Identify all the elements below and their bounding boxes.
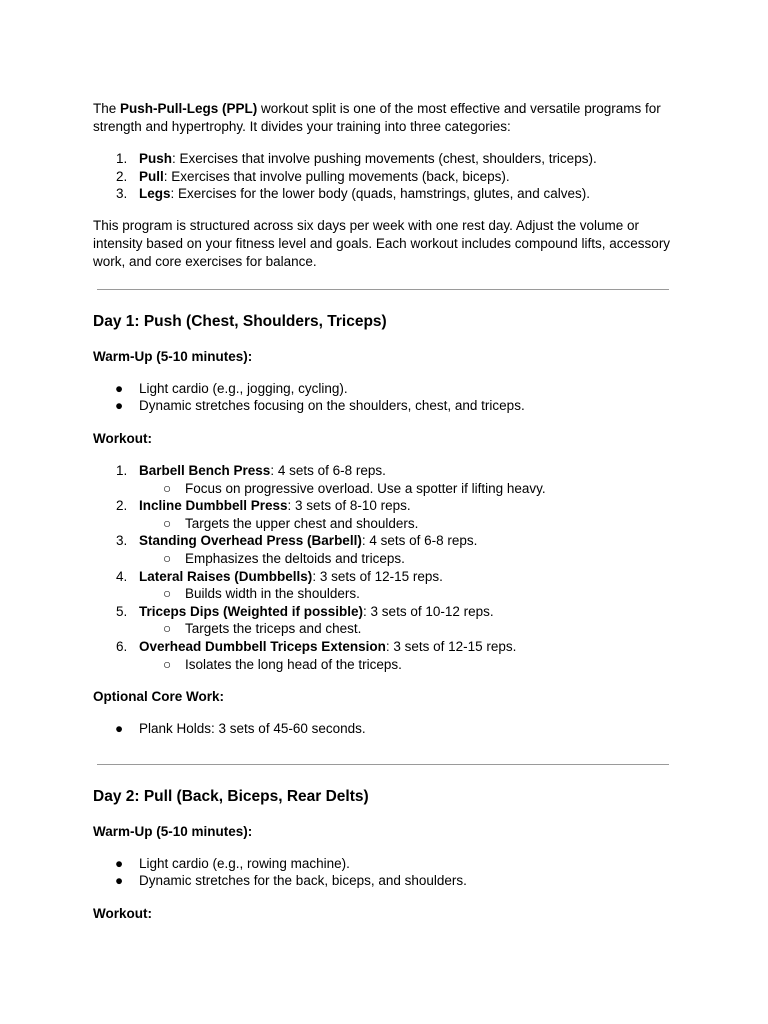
exercise-line [93, 568, 673, 586]
day1-heading: Day 1: Push (Chest, Shoulders, Triceps) [93, 312, 387, 330]
list-item [93, 185, 673, 203]
exercise-name: Standing Overhead Press (Barbell) [139, 533, 362, 549]
bullet-icon: ● [115, 721, 124, 737]
exercise-line [93, 497, 673, 515]
category-name: Pull [139, 168, 164, 184]
exercise-note [93, 656, 673, 674]
exercise-line [93, 638, 673, 656]
exercise-detail: : 3 sets of 8-10 reps. [287, 498, 411, 514]
exercise-detail: : 3 sets of 10-12 reps. [363, 603, 494, 619]
list-number: 6. [116, 638, 128, 654]
intro-prefix: The [93, 101, 121, 116]
exercise-name: Incline Dumbbell Press [139, 498, 288, 514]
list-item [93, 872, 673, 890]
circle-bullet-icon: ○ [163, 586, 172, 602]
exercise-item [93, 568, 673, 603]
circle-bullet-icon: ○ [163, 656, 172, 672]
day1-core-list [93, 720, 673, 738]
exercise-item [93, 532, 673, 567]
circle-bullet-icon: ○ [163, 480, 172, 496]
intro-bold-term: Push-Pull-Legs (PPL) [120, 101, 258, 116]
circle-bullet-icon: ○ [163, 550, 172, 566]
category-text: : Exercises that involve pushing movements (chest, shoulders, triceps). [172, 151, 597, 166]
category-name: Push [139, 151, 173, 166]
list-item [93, 380, 673, 398]
exercise-note [93, 480, 673, 498]
day2-workout-heading: Workout: [93, 905, 152, 921]
list-item [93, 150, 673, 168]
warmup-text: Dynamic stretches for the back, biceps, and shoulders. [139, 873, 467, 889]
bullet-icon: ● [115, 380, 124, 396]
section-divider [97, 764, 669, 765]
list-item [93, 855, 673, 873]
exercise-detail: : 3 sets of 12-15 reps. [385, 638, 517, 654]
list-item [93, 720, 673, 738]
exercise-detail: : 4 sets of 6-8 reps. [361, 533, 478, 549]
category-name: Legs [139, 186, 171, 202]
note-text: Targets the upper chest and shoulders. [185, 515, 419, 531]
day1-core-heading: Optional Core Work: [93, 689, 225, 705]
intro-paragraph [93, 100, 673, 136]
exercise-name: Triceps Dips (Weighted if possible) [139, 603, 364, 619]
list-number: 3. [116, 186, 128, 202]
exercise-item [93, 638, 673, 673]
intro-rest: workout split is one of the most effective and versatile programs for strength and hypertrophy. It divides your training into three categories: [93, 101, 661, 134]
day2-warmup-list [93, 855, 673, 890]
exercise-detail: : 4 sets of 6-8 reps. [270, 462, 386, 478]
note-text: Targets the triceps and chest. [185, 621, 362, 637]
exercise-item [93, 462, 673, 497]
list-item [93, 397, 673, 415]
day1-workout-heading: Workout: [93, 430, 152, 446]
bullet-icon: ● [115, 873, 124, 889]
note-text: Emphasizes the deltoids and triceps. [185, 550, 405, 566]
day2-warmup-heading: Warm-Up (5-10 minutes): [93, 823, 253, 839]
warmup-text: Light cardio (e.g., rowing machine). [139, 855, 350, 871]
categories-list [93, 150, 673, 203]
program-paragraph: This program is structured across six days per week with one rest day. Adjust the volume or intensity based on your fitness level and goals. Each workout includes compound lifts, accessory work, and core exercises for balance. [93, 217, 671, 269]
list-number: 3. [116, 533, 128, 549]
category-text: : Exercises that involve pulling movements (back, biceps). [163, 168, 510, 184]
bullet-icon: ● [115, 398, 124, 414]
core-text: Plank Holds: 3 sets of 45-60 seconds. [139, 721, 366, 737]
list-number: 1. [116, 151, 128, 166]
circle-bullet-icon: ○ [163, 515, 172, 531]
exercise-item [93, 497, 673, 532]
exercise-name: Barbell Bench Press [139, 462, 271, 478]
exercise-note [93, 585, 673, 603]
exercise-note [93, 550, 673, 568]
day1-warmup-list [93, 380, 673, 415]
bullet-icon: ● [115, 855, 124, 871]
list-number: 5. [116, 603, 128, 619]
note-text: Builds width in the shoulders. [185, 586, 360, 602]
exercise-item [93, 603, 673, 638]
note-text: Focus on progressive overload. Use a spotter if lifting heavy. [185, 480, 546, 496]
exercise-line [93, 603, 673, 621]
day1-exercise-list [93, 462, 673, 673]
exercise-name: Lateral Raises (Dumbbells) [139, 568, 313, 584]
day1-warmup-heading: Warm-Up (5-10 minutes): [93, 348, 253, 364]
circle-bullet-icon: ○ [163, 621, 172, 637]
category-text: : Exercises for the lower body (quads, hamstrings, glutes, and calves). [170, 186, 590, 202]
day2-heading: Day 2: Pull (Back, Biceps, Rear Delts) [93, 787, 369, 805]
warmup-text: Light cardio (e.g., jogging, cycling). [139, 380, 348, 396]
document-page [93, 100, 673, 937]
exercise-note [93, 620, 673, 638]
exercise-detail: : 3 sets of 12-15 reps. [312, 568, 443, 584]
list-number: 4. [116, 568, 128, 584]
warmup-text: Dynamic stretches focusing on the shoulders, chest, and triceps. [139, 398, 525, 414]
list-item [93, 168, 673, 186]
list-number: 2. [116, 168, 128, 184]
note-text: Isolates the long head of the triceps. [185, 656, 402, 672]
exercise-line [93, 532, 673, 550]
section-divider [97, 289, 669, 290]
exercise-note [93, 515, 673, 533]
exercise-line [93, 462, 673, 480]
list-number: 1. [116, 462, 128, 478]
list-number: 2. [116, 498, 128, 514]
exercise-name: Overhead Dumbbell Triceps Extension [139, 638, 386, 654]
